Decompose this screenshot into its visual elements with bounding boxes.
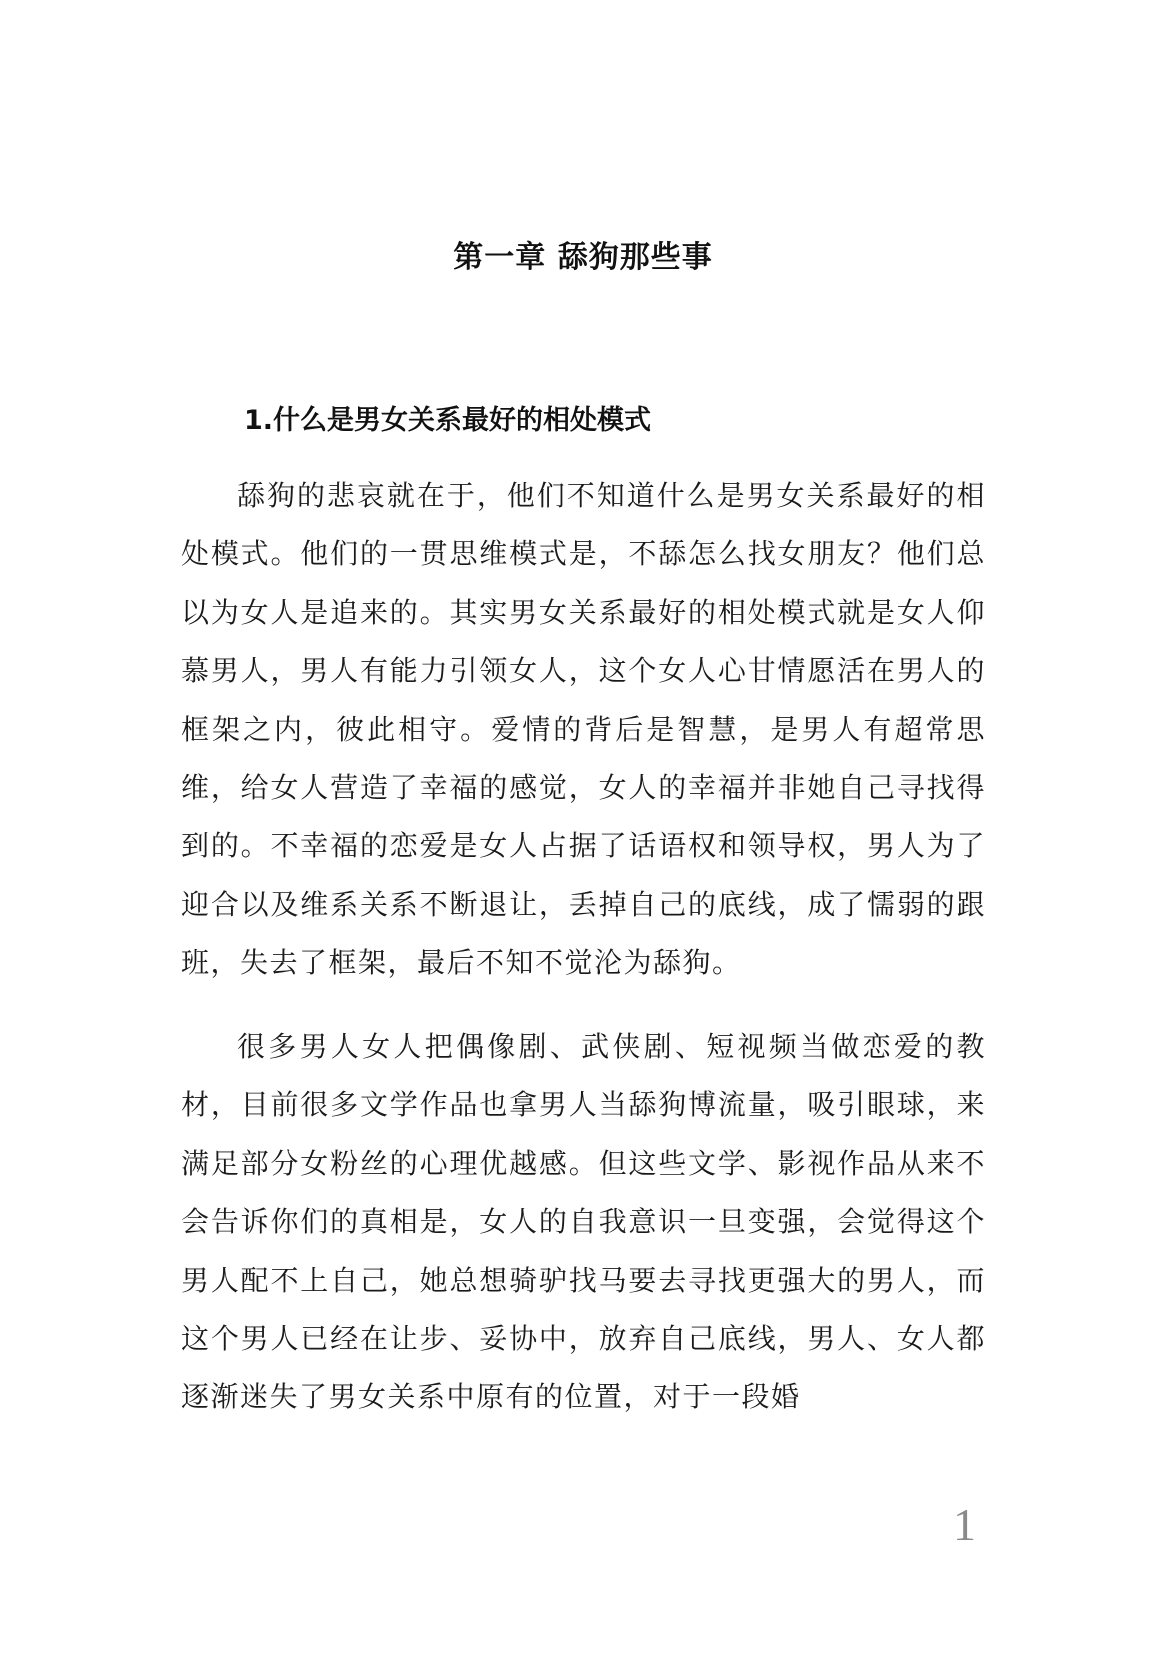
page-number: 1: [953, 1499, 976, 1550]
body-paragraph-2: 很多男人女人把偶像剧、武侠剧、短视频当做恋爱的教材，目前很多文学作品也拿男人当舔狗博流量，吸引眼球，来满足部分女粉丝的心理优越感。但这些文学、影视作品从来不会告诉你们的真相是，女人的自我意识一旦变强，会觉得这个男人配不上自己，她总想骑驴找马要去寻找更强大的男人，而这个男人已经在让步、妥协中，放弃自己底线，男人、女人都逐渐迷失了男女关系中原有的位置，对于一段婚: [181, 1030, 986, 1414]
body-paragraph-1: 舔狗的悲哀就在于，他们不知道什么是男女关系最好的相处模式。他们的一贯思维模式是，不舔怎么找女朋友？他们总以为女人是追来的。其实男女关系最好的相处模式就是女人仰慕男人，男人有能力引领女人，这个女人心甘情愿活在男人的框架之内，彼此相守。爱情的背后是智慧，是男人有超常思维，给女人营造了幸福的感觉，女人的幸福并非她自己寻找得到的。不幸福的恋爱是女人占据了话语权和领导权，男人为了迎合以及维系关系不断退让，丢掉自己的底线，成了懦弱的跟班，失去了框架，最后不知不觉沦为舔狗。: [181, 479, 986, 980]
chapter-title: 第一章 舔狗那些事: [453, 240, 713, 275]
section-title: 1.什么是男女关系最好的相处模式: [244, 405, 652, 436]
